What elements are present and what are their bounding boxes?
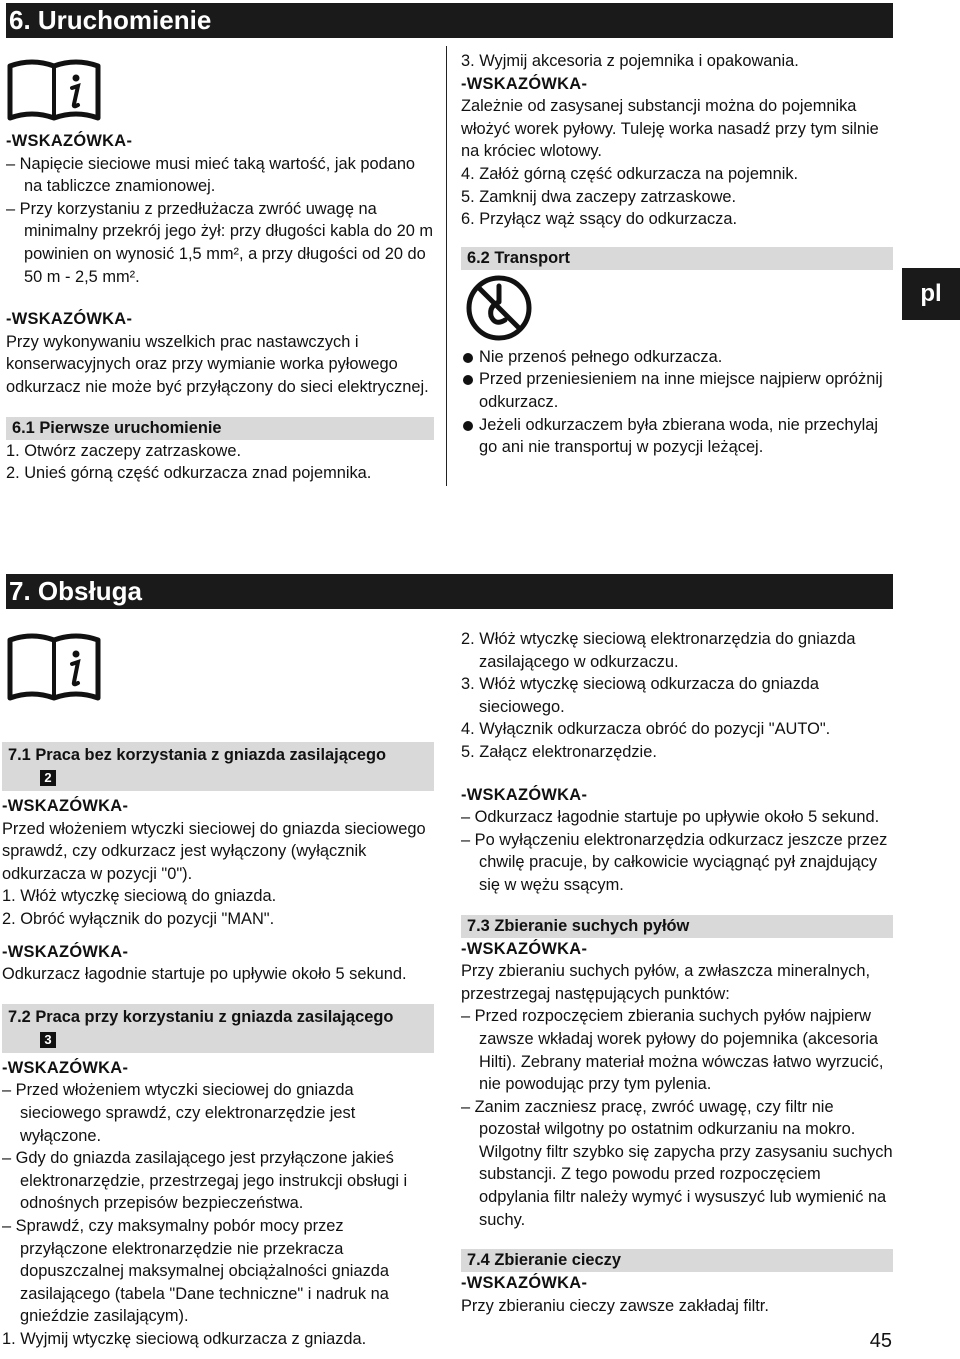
figure-ref-badge: 2 — [40, 770, 56, 786]
note-text: Przy zbieraniu cieczy zawsze zakładaj filtr. — [461, 1296, 769, 1315]
note-item: – Po wyłączeniu elektronarzędzia odkurzacz jeszcze przez chwilę pracuje, by całkowicie wyciągnąć pył znajdujący się w wężu ssącym. — [461, 830, 888, 894]
note-item: – Przed włożeniem wtyczki sieciowej do gniazda sieciowego sprawdź, czy elektronarzędzie jest wyłączone. — [2, 1081, 356, 1145]
read-manual-icon — [6, 632, 102, 704]
step: 4. Wyłącznik odkurzacza obróć do pozycji "AUTO". — [461, 720, 831, 739]
note-item: – Przy korzystaniu z przedłużacza zwróć uwagę na minimalny przekrój jego żył: przy długości kabla do 20 m powinien on wynosić 1,5 mm², a przy długości od 20 do 50 m - 2,5 mm². — [6, 199, 434, 286]
note-text: Zależnie od zasysanej substancji można do pojemnika włożyć worek pyłowy. Tuleję worka nasadź przy tym silnie na króciec wlotowy. — [461, 97, 879, 161]
subsection-7-1-title — [2, 742, 434, 791]
step: 5. Załącz elektronarzędzie. — [461, 742, 657, 761]
step: 3. Włóż wtyczkę sieciową odkurzacza do gniazda sieciowego. — [461, 675, 820, 716]
step: 1. Wyjmij wtyczkę sieciową odkurzacza z gniazda. — [2, 1329, 367, 1348]
note-text: Przed włożeniem wtyczki sieciowej do gniazda sieciowego sprawdź, czy odkurzacz jest wyłączony (wyłącznik odkurzacza w pozycji "0"). — [2, 819, 426, 883]
note-label: -WSKAZÓWKA- — [2, 797, 129, 815]
step: 5. Zamknij dwa zaczepy zatrzaskowe. — [461, 187, 737, 206]
step: 1. Otwórz zaczepy zatrzaskowe. — [6, 441, 242, 460]
step: 2. Włóż wtyczkę sieciową elektronarzędzia do gniazda zasilającego w odkurzaczu. — [461, 630, 856, 671]
page-number: 45 — [869, 1330, 892, 1353]
s7-left-column — [2, 742, 434, 1350]
s6-left-column — [6, 130, 434, 485]
no-lift-icon-wrap — [461, 270, 893, 346]
subsection-7-4-title: 7.4 Zbieranie cieczy — [461, 1249, 893, 1272]
subsection-7-3-title: 7.3 Zbieranie suchych pyłów — [461, 915, 893, 938]
step: 6. Przyłącz wąż ssący do odkurzacza. — [461, 210, 738, 229]
step: 4. Załóż górną część odkurzacza na pojemnik. — [461, 164, 799, 183]
language-tab: pl — [902, 268, 960, 320]
note-label: -WSKAZÓWKA- — [461, 1274, 588, 1293]
step: 3. Wyjmij akcesoria z pojemnika i opakowania. — [461, 52, 799, 70]
note-label: -WSKAZÓWKA- — [6, 310, 133, 329]
s7-right-column — [461, 628, 893, 1317]
figure-ref-badge: 3 — [40, 1032, 56, 1048]
subsection-7-2-text: 7.2 Praca przy korzystaniu z gniazda zasilającego — [8, 1007, 394, 1026]
bullet-item: Przed przeniesieniem na inne miejsce najpierw opróżnij odkurzacz. — [461, 368, 893, 413]
note-item: – Sprawdź, czy maksymalny pobór mocy przez przyłączone elektronarzędzie nie przekracza dopuszczalnej maksymalnej obciążalności gniazda zasilającego (tabela "Dane techniczne" i nadruk na gnieździe zasilającym). — [2, 1216, 389, 1326]
note-item: – Przed rozpoczęciem zbierania suchych pyłów najpierw zawsze wkładaj worek pyłowy do pojemnika (akcesoria Hilti). Zebrany materiał można wówczas łatwo wyrzucić, nie powodując przy tym pylenia. — [461, 1007, 884, 1094]
note-text: Odkurzacz łagodnie startuje po upływie około 5 sekund. — [2, 965, 407, 984]
note-label: -WSKAZÓWKA- — [461, 74, 588, 93]
intro-text: Przy zbieraniu suchych pyłów, a zwłaszcza mineralnych, przestrzegaj następujących punktów: — [461, 962, 871, 1003]
subsection-7-1-text: 7.1 Praca bez korzystania z gniazda zasilającego — [8, 746, 387, 764]
subsection-6-1-title: 6.1 Pierwsze uruchomienie — [6, 417, 434, 440]
note-label: -WSKAZÓWKA- — [2, 942, 129, 961]
subsection-7-2-title — [2, 1004, 434, 1053]
s6-right-column — [461, 50, 893, 459]
no-crane-lift-icon — [465, 274, 533, 342]
note-label: -WSKAZÓWKA- — [2, 1058, 129, 1077]
note-label: -WSKAZÓWKA- — [461, 785, 588, 804]
step: 2. Obróć wyłącznik do pozycji "MAN". — [2, 909, 275, 928]
note-item: – Gdy do gniazda zasilającego jest przyłączone jakieś elektronarzędzie, przestrzegaj jego instrukcji obsługi i odnośnych przepisów bezpieczeństwa. — [2, 1149, 408, 1213]
note-item: – Zanim zaczniesz pracę, zwróć uwagę, czy filtr nie pozostał wilgotny po ostatnim odkurzaniu na mokro. Wilgotny filtr szybko się zapycha przy zasysaniu suchych substancji. Z tego powodu przed rozpoczęciem odpylania filtr należy wymyć i wysuszyć lub wymienić na suchy. — [461, 1097, 893, 1229]
note-text: Przy wykonywaniu wszelkich prac nastawczych i konserwacyjnych oraz przy wymianie worka pyłowego odkurzacz nie może być przyłączony do sieci elektrycznej. — [6, 332, 429, 396]
subsection-6-2-title: 6.2 Transport — [461, 247, 893, 270]
step: 1. Włóż wtyczkę sieciową do gniazda. — [2, 887, 277, 906]
read-manual-icon — [6, 58, 102, 124]
section-7-title: 7. Obsługa — [6, 574, 893, 609]
note-item: – Odkurzacz łagodnie startuje po upływie około 5 sekund. — [461, 808, 880, 827]
note-label: -WSKAZÓWKA- — [6, 132, 133, 150]
column-divider — [446, 46, 447, 486]
note-label: -WSKAZÓWKA- — [461, 939, 588, 958]
step: 2. Unieś górną część odkurzacza znad pojemnika. — [6, 464, 372, 483]
bullet-item: Jeżeli odkurzaczem była zbierana woda, nie przechylaj go ani nie transportuj w pozycji leżącej. — [461, 414, 893, 459]
section-6-title: 6. Uruchomienie — [6, 3, 893, 38]
bullet-item: Nie przenoś pełnego odkurzacza. — [461, 346, 893, 369]
note-item: – Napięcie sieciowe musi mieć taką wartość, jak podano na tabliczce znamionowej. — [6, 154, 416, 196]
